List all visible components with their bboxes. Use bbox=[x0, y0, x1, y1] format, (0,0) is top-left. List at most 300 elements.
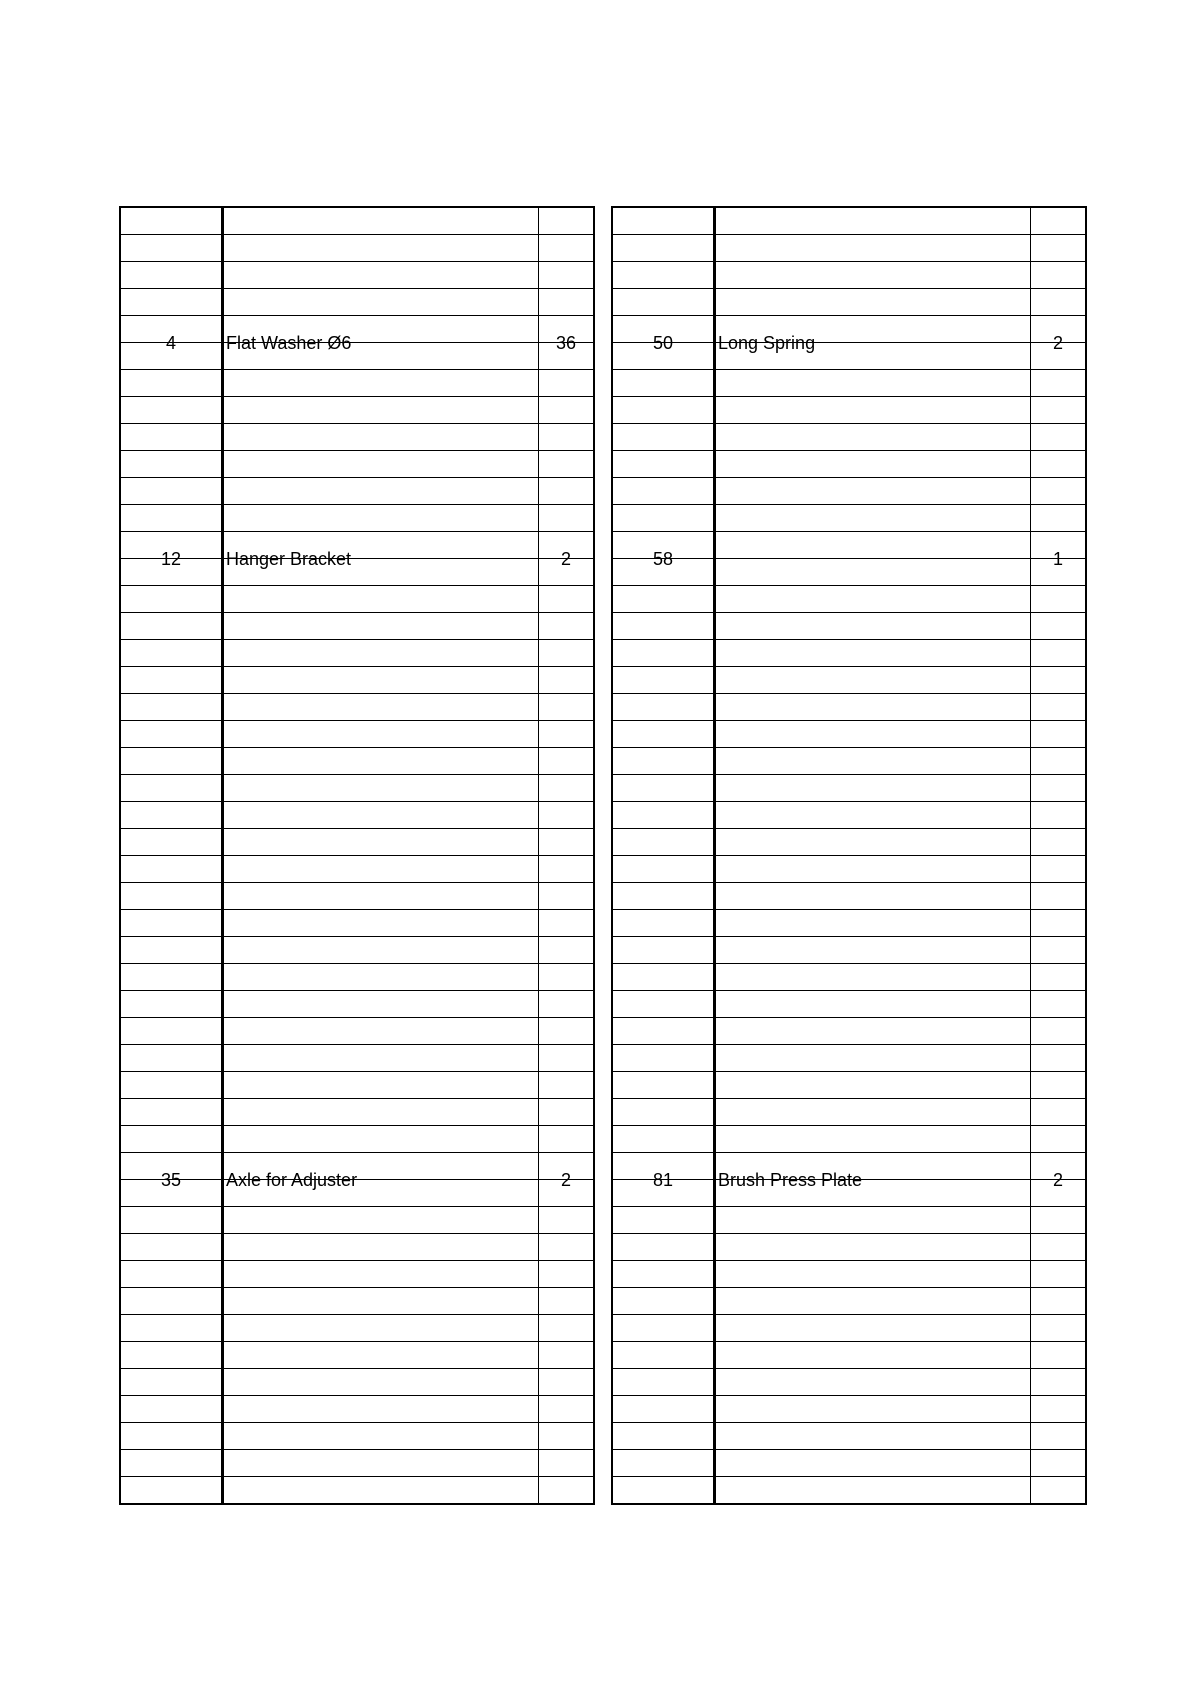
part-number-cell bbox=[612, 262, 715, 289]
part-description-cell bbox=[223, 370, 539, 397]
part-number-cell bbox=[120, 235, 223, 262]
part-quantity-cell bbox=[1031, 937, 1087, 964]
part-description-cell bbox=[223, 424, 539, 451]
table-row bbox=[612, 1045, 1086, 1072]
part-description-cell bbox=[715, 451, 1031, 478]
part-quantity-cell bbox=[1031, 1126, 1087, 1153]
part-number-cell bbox=[612, 613, 715, 640]
part-number-cell bbox=[612, 640, 715, 667]
part-description-cell bbox=[223, 235, 539, 262]
parts-table-left bbox=[119, 206, 595, 1505]
part-description-cell bbox=[223, 721, 539, 748]
part-quantity-cell bbox=[539, 1126, 595, 1153]
part-number-cell bbox=[120, 748, 223, 775]
part-description-cell bbox=[223, 856, 539, 883]
part-quantity-cell bbox=[1031, 1396, 1087, 1423]
part-quantity-cell bbox=[539, 1261, 595, 1288]
part-quantity-text: 2 bbox=[560, 549, 571, 569]
part-quantity-cell bbox=[1031, 802, 1087, 829]
part-number-cell bbox=[120, 721, 223, 748]
part-description-cell bbox=[715, 1369, 1031, 1396]
part-quantity-cell bbox=[1031, 613, 1087, 640]
part-number-cell bbox=[612, 1477, 715, 1505]
part-quantity-cell bbox=[1031, 235, 1087, 262]
part-number-cell bbox=[612, 1369, 715, 1396]
part-description-text: Axle for Adjuster bbox=[226, 1170, 358, 1190]
part-description-cell bbox=[715, 1234, 1031, 1261]
part-number-cell bbox=[612, 1396, 715, 1423]
part-description-cell bbox=[223, 1369, 539, 1396]
part-description-cell bbox=[715, 1288, 1031, 1315]
part-number-cell bbox=[120, 532, 223, 569]
table-row bbox=[120, 235, 594, 262]
parts-table-right bbox=[611, 206, 1087, 1505]
part-description-cell bbox=[715, 640, 1031, 667]
table-row bbox=[612, 235, 1086, 262]
part-description-cell bbox=[715, 207, 1031, 235]
part-number-cell bbox=[120, 1477, 223, 1505]
part-description-cell bbox=[715, 1261, 1031, 1288]
part-quantity-cell bbox=[1031, 1423, 1087, 1450]
part-description-cell bbox=[715, 397, 1031, 424]
part-description-cell bbox=[715, 1126, 1031, 1153]
part-quantity-cell bbox=[539, 1423, 595, 1450]
table-row bbox=[612, 370, 1086, 397]
part-number-cell bbox=[120, 397, 223, 424]
table-row bbox=[120, 424, 594, 451]
part-description-cell bbox=[715, 1423, 1031, 1450]
table-row bbox=[120, 1261, 594, 1288]
table-row bbox=[120, 694, 594, 721]
part-description-cell bbox=[715, 1099, 1031, 1126]
table-row bbox=[120, 1099, 594, 1126]
part-quantity-cell bbox=[539, 613, 595, 640]
part-number-cell bbox=[120, 586, 223, 613]
part-number-cell bbox=[612, 505, 715, 532]
table-row bbox=[120, 775, 594, 802]
table-row bbox=[612, 829, 1086, 856]
part-description-cell bbox=[715, 424, 1031, 451]
part-quantity-cell bbox=[1031, 1234, 1087, 1261]
part-quantity-cell bbox=[539, 316, 595, 353]
part-description-cell bbox=[223, 694, 539, 721]
table-row bbox=[120, 856, 594, 883]
table-row bbox=[612, 613, 1086, 640]
table-row bbox=[120, 640, 594, 667]
part-description-cell bbox=[715, 748, 1031, 775]
part-quantity-cell bbox=[539, 370, 595, 397]
part-number-cell bbox=[612, 991, 715, 1018]
part-number-cell bbox=[120, 1423, 223, 1450]
part-number-cell bbox=[120, 478, 223, 505]
table-row bbox=[612, 1450, 1086, 1477]
part-description-cell bbox=[223, 1342, 539, 1369]
table-row bbox=[612, 1234, 1086, 1261]
part-description-cell bbox=[223, 1072, 539, 1099]
part-description-cell bbox=[715, 559, 1031, 586]
part-quantity-cell bbox=[539, 1315, 595, 1342]
part-number-cell bbox=[612, 370, 715, 397]
part-number-cell bbox=[612, 451, 715, 478]
part-number-cell bbox=[612, 1315, 715, 1342]
table-row bbox=[120, 1369, 594, 1396]
part-quantity-cell bbox=[539, 694, 595, 721]
part-quantity-cell bbox=[539, 856, 595, 883]
part-description-cell bbox=[715, 370, 1031, 397]
part-description-text: Hanger Bracket bbox=[226, 549, 352, 569]
part-number-cell bbox=[612, 1234, 715, 1261]
part-description-cell bbox=[715, 1396, 1031, 1423]
part-number-cell bbox=[120, 1018, 223, 1045]
part-quantity-cell bbox=[1031, 316, 1087, 353]
part-description-text: Brush Press Plate bbox=[718, 1170, 863, 1190]
table-row bbox=[612, 1126, 1086, 1153]
table-row bbox=[612, 1207, 1086, 1234]
part-number-cell bbox=[120, 1099, 223, 1126]
part-quantity-cell bbox=[1031, 910, 1087, 937]
part-number-cell bbox=[120, 289, 223, 316]
table-row bbox=[120, 1153, 594, 1180]
part-quantity-cell bbox=[539, 1234, 595, 1261]
part-quantity-cell bbox=[1031, 1018, 1087, 1045]
table-row bbox=[612, 856, 1086, 883]
part-quantity-cell bbox=[539, 829, 595, 856]
part-number-cell bbox=[120, 829, 223, 856]
part-number-cell bbox=[612, 207, 715, 235]
part-number-cell bbox=[612, 1207, 715, 1234]
part-quantity-cell bbox=[539, 235, 595, 262]
part-number-cell bbox=[120, 667, 223, 694]
part-quantity-cell bbox=[539, 505, 595, 532]
parts-table-body bbox=[612, 207, 1086, 1504]
part-number-cell bbox=[612, 1423, 715, 1450]
part-description-cell bbox=[715, 964, 1031, 991]
part-quantity-cell bbox=[539, 775, 595, 802]
table-row bbox=[120, 748, 594, 775]
part-description-cell bbox=[223, 1153, 539, 1190]
part-quantity-cell bbox=[539, 397, 595, 424]
part-quantity-cell bbox=[539, 721, 595, 748]
part-number-cell bbox=[612, 1288, 715, 1315]
part-quantity-cell bbox=[1031, 1288, 1087, 1315]
part-number-cell bbox=[612, 1099, 715, 1126]
part-quantity-cell bbox=[1031, 991, 1087, 1018]
part-quantity-cell bbox=[1031, 451, 1087, 478]
table-row bbox=[120, 1072, 594, 1099]
part-number-cell bbox=[120, 1342, 223, 1369]
part-number-cell bbox=[612, 694, 715, 721]
part-quantity-cell bbox=[1031, 505, 1087, 532]
table-row bbox=[120, 667, 594, 694]
part-number-cell bbox=[612, 748, 715, 775]
part-quantity-cell bbox=[1031, 883, 1087, 910]
part-description-cell bbox=[223, 802, 539, 829]
part-quantity-cell bbox=[1031, 478, 1087, 505]
table-row bbox=[612, 964, 1086, 991]
part-description-cell bbox=[715, 1045, 1031, 1072]
part-description-cell bbox=[223, 1234, 539, 1261]
part-description-cell bbox=[715, 802, 1031, 829]
part-description-cell bbox=[223, 640, 539, 667]
table-row bbox=[612, 1261, 1086, 1288]
table-row bbox=[612, 991, 1086, 1018]
part-description-cell bbox=[715, 505, 1031, 532]
part-quantity-cell bbox=[1031, 1315, 1087, 1342]
part-number-cell bbox=[612, 235, 715, 262]
part-description-cell bbox=[715, 1450, 1031, 1477]
part-quantity-cell bbox=[539, 532, 595, 569]
part-description-cell bbox=[223, 1396, 539, 1423]
part-quantity-cell bbox=[1031, 262, 1087, 289]
table-row bbox=[120, 1234, 594, 1261]
part-quantity-cell bbox=[1031, 1261, 1087, 1288]
table-row bbox=[612, 1423, 1086, 1450]
part-quantity-cell bbox=[539, 640, 595, 667]
part-quantity-cell bbox=[539, 1072, 595, 1099]
part-quantity-cell bbox=[539, 991, 595, 1018]
part-quantity-cell bbox=[1031, 748, 1087, 775]
part-description-cell bbox=[715, 937, 1031, 964]
part-quantity-cell bbox=[1031, 964, 1087, 991]
part-number-text: 50 bbox=[652, 333, 674, 353]
table-row bbox=[612, 694, 1086, 721]
part-number-text: 12 bbox=[160, 549, 182, 569]
part-number-cell bbox=[120, 1261, 223, 1288]
table-row bbox=[612, 802, 1086, 829]
part-number-cell bbox=[120, 694, 223, 721]
part-quantity-cell bbox=[539, 478, 595, 505]
part-quantity-cell bbox=[539, 1207, 595, 1234]
table-row bbox=[120, 1450, 594, 1477]
part-description-cell bbox=[715, 532, 1031, 559]
part-number-cell bbox=[120, 1126, 223, 1153]
part-number-cell bbox=[120, 1369, 223, 1396]
table-row bbox=[120, 478, 594, 505]
part-number-cell bbox=[120, 262, 223, 289]
part-number-cell bbox=[120, 775, 223, 802]
part-description-cell bbox=[223, 532, 539, 569]
part-number-cell bbox=[120, 1288, 223, 1315]
part-quantity-cell bbox=[539, 1018, 595, 1045]
part-quantity-cell bbox=[539, 910, 595, 937]
part-description-cell bbox=[715, 586, 1031, 613]
part-description-cell bbox=[715, 613, 1031, 640]
part-description-cell bbox=[223, 1423, 539, 1450]
table-row bbox=[120, 1288, 594, 1315]
part-number-cell bbox=[120, 613, 223, 640]
table-row bbox=[120, 397, 594, 424]
part-description-cell bbox=[715, 1072, 1031, 1099]
table-row bbox=[612, 424, 1086, 451]
part-quantity-cell bbox=[539, 451, 595, 478]
part-quantity-cell bbox=[539, 207, 595, 235]
table-row bbox=[612, 667, 1086, 694]
part-number-cell bbox=[120, 505, 223, 532]
part-quantity-cell bbox=[539, 1288, 595, 1315]
table-row bbox=[120, 207, 594, 235]
part-description-cell bbox=[715, 289, 1031, 316]
part-number-cell bbox=[612, 1450, 715, 1477]
part-description-cell bbox=[715, 316, 1031, 353]
part-quantity-cell bbox=[539, 289, 595, 316]
table-row bbox=[120, 1423, 594, 1450]
part-description-cell bbox=[223, 748, 539, 775]
part-number-cell bbox=[612, 829, 715, 856]
part-number-cell bbox=[120, 1072, 223, 1099]
table-row bbox=[120, 613, 594, 640]
part-number-cell bbox=[612, 667, 715, 694]
table-row bbox=[612, 1153, 1086, 1180]
part-description-cell bbox=[715, 1153, 1031, 1190]
table-row bbox=[612, 910, 1086, 937]
part-quantity-cell bbox=[539, 937, 595, 964]
part-description-cell bbox=[715, 883, 1031, 910]
part-description-cell bbox=[223, 910, 539, 937]
table-row bbox=[120, 1207, 594, 1234]
part-quantity-text: 2 bbox=[1052, 333, 1063, 353]
table-row bbox=[120, 1315, 594, 1342]
part-number-text: 35 bbox=[160, 1170, 182, 1190]
part-quantity-cell bbox=[539, 964, 595, 991]
part-description-cell bbox=[715, 1477, 1031, 1505]
part-description-cell bbox=[715, 1207, 1031, 1234]
part-description-cell bbox=[715, 856, 1031, 883]
part-quantity-cell bbox=[539, 262, 595, 289]
part-number-cell bbox=[120, 991, 223, 1018]
table-row bbox=[612, 721, 1086, 748]
part-number-cell bbox=[612, 964, 715, 991]
part-number-cell bbox=[120, 370, 223, 397]
part-quantity-cell bbox=[1031, 1045, 1087, 1072]
part-number-cell bbox=[612, 1126, 715, 1153]
part-number-cell bbox=[612, 532, 715, 569]
part-number-cell bbox=[120, 964, 223, 991]
part-quantity-cell bbox=[1031, 1369, 1087, 1396]
part-description-cell bbox=[715, 910, 1031, 937]
part-quantity-text: 1 bbox=[1052, 549, 1063, 569]
part-description-cell bbox=[223, 505, 539, 532]
part-quantity-cell bbox=[1031, 1072, 1087, 1099]
part-description-cell bbox=[223, 991, 539, 1018]
part-description-cell bbox=[223, 451, 539, 478]
part-description-cell bbox=[715, 991, 1031, 1018]
table-row bbox=[120, 451, 594, 478]
table-row bbox=[612, 1099, 1086, 1126]
part-description-cell bbox=[223, 775, 539, 802]
part-quantity-cell bbox=[539, 424, 595, 451]
part-number-cell bbox=[612, 1018, 715, 1045]
part-number-cell bbox=[612, 856, 715, 883]
part-quantity-cell bbox=[1031, 1450, 1087, 1477]
part-quantity-cell bbox=[1031, 397, 1087, 424]
table-row bbox=[612, 505, 1086, 532]
table-row bbox=[612, 289, 1086, 316]
part-description-cell bbox=[223, 1315, 539, 1342]
part-description-cell bbox=[715, 262, 1031, 289]
part-quantity-cell bbox=[539, 1450, 595, 1477]
part-quantity-cell bbox=[539, 1342, 595, 1369]
part-quantity-cell bbox=[1031, 1207, 1087, 1234]
part-description-cell bbox=[223, 478, 539, 505]
part-number-cell bbox=[120, 207, 223, 235]
table-row bbox=[120, 964, 594, 991]
part-number-cell bbox=[120, 640, 223, 667]
part-quantity-cell bbox=[539, 586, 595, 613]
part-description-cell bbox=[223, 397, 539, 424]
table-row bbox=[612, 478, 1086, 505]
table-row bbox=[120, 586, 594, 613]
part-quantity-text: 2 bbox=[1052, 1170, 1063, 1190]
part-number-cell bbox=[120, 1450, 223, 1477]
part-description-cell bbox=[223, 262, 539, 289]
part-quantity-cell bbox=[539, 1369, 595, 1396]
part-quantity-cell bbox=[1031, 586, 1087, 613]
part-description-cell bbox=[223, 586, 539, 613]
table-row bbox=[120, 910, 594, 937]
part-number-cell bbox=[612, 1072, 715, 1099]
part-quantity-cell bbox=[539, 883, 595, 910]
part-description-cell bbox=[223, 1045, 539, 1072]
table-row bbox=[612, 1396, 1086, 1423]
part-description-cell bbox=[715, 667, 1031, 694]
part-description-cell bbox=[223, 1477, 539, 1505]
table-row bbox=[612, 397, 1086, 424]
table-row bbox=[612, 1369, 1086, 1396]
part-number-cell bbox=[120, 1207, 223, 1234]
part-description-cell bbox=[715, 478, 1031, 505]
part-description-cell bbox=[223, 1126, 539, 1153]
part-number-text: 4 bbox=[165, 333, 176, 353]
table-row bbox=[612, 316, 1086, 343]
table-row bbox=[612, 207, 1086, 235]
table-row bbox=[120, 991, 594, 1018]
part-quantity-cell bbox=[1031, 289, 1087, 316]
table-row bbox=[120, 316, 594, 343]
part-quantity-cell bbox=[539, 1153, 595, 1190]
part-number-cell bbox=[120, 910, 223, 937]
part-quantity-cell bbox=[1031, 207, 1087, 235]
part-description-cell bbox=[223, 1207, 539, 1234]
part-number-cell bbox=[612, 910, 715, 937]
table-row bbox=[612, 748, 1086, 775]
part-number-cell bbox=[612, 721, 715, 748]
part-number-cell bbox=[120, 937, 223, 964]
part-quantity-cell bbox=[1031, 694, 1087, 721]
part-description-cell bbox=[223, 613, 539, 640]
part-quantity-cell bbox=[1031, 640, 1087, 667]
part-number-cell bbox=[612, 424, 715, 451]
part-description-cell bbox=[223, 937, 539, 964]
part-quantity-cell bbox=[1031, 856, 1087, 883]
part-number-cell bbox=[120, 883, 223, 910]
table-row bbox=[612, 775, 1086, 802]
part-description-cell bbox=[223, 667, 539, 694]
part-quantity-cell bbox=[1031, 721, 1087, 748]
table-row bbox=[612, 1072, 1086, 1099]
table-row bbox=[612, 1018, 1086, 1045]
part-quantity-cell bbox=[1031, 370, 1087, 397]
part-number-cell bbox=[120, 802, 223, 829]
part-number-cell bbox=[612, 883, 715, 910]
table-row bbox=[120, 937, 594, 964]
part-quantity-cell bbox=[539, 802, 595, 829]
part-number-cell bbox=[612, 1153, 715, 1190]
part-number-cell bbox=[120, 1045, 223, 1072]
part-quantity-cell bbox=[1031, 1477, 1087, 1505]
part-description-text: Flat Washer Ø6 bbox=[226, 333, 352, 353]
part-quantity-cell bbox=[539, 1477, 595, 1505]
table-row bbox=[120, 721, 594, 748]
